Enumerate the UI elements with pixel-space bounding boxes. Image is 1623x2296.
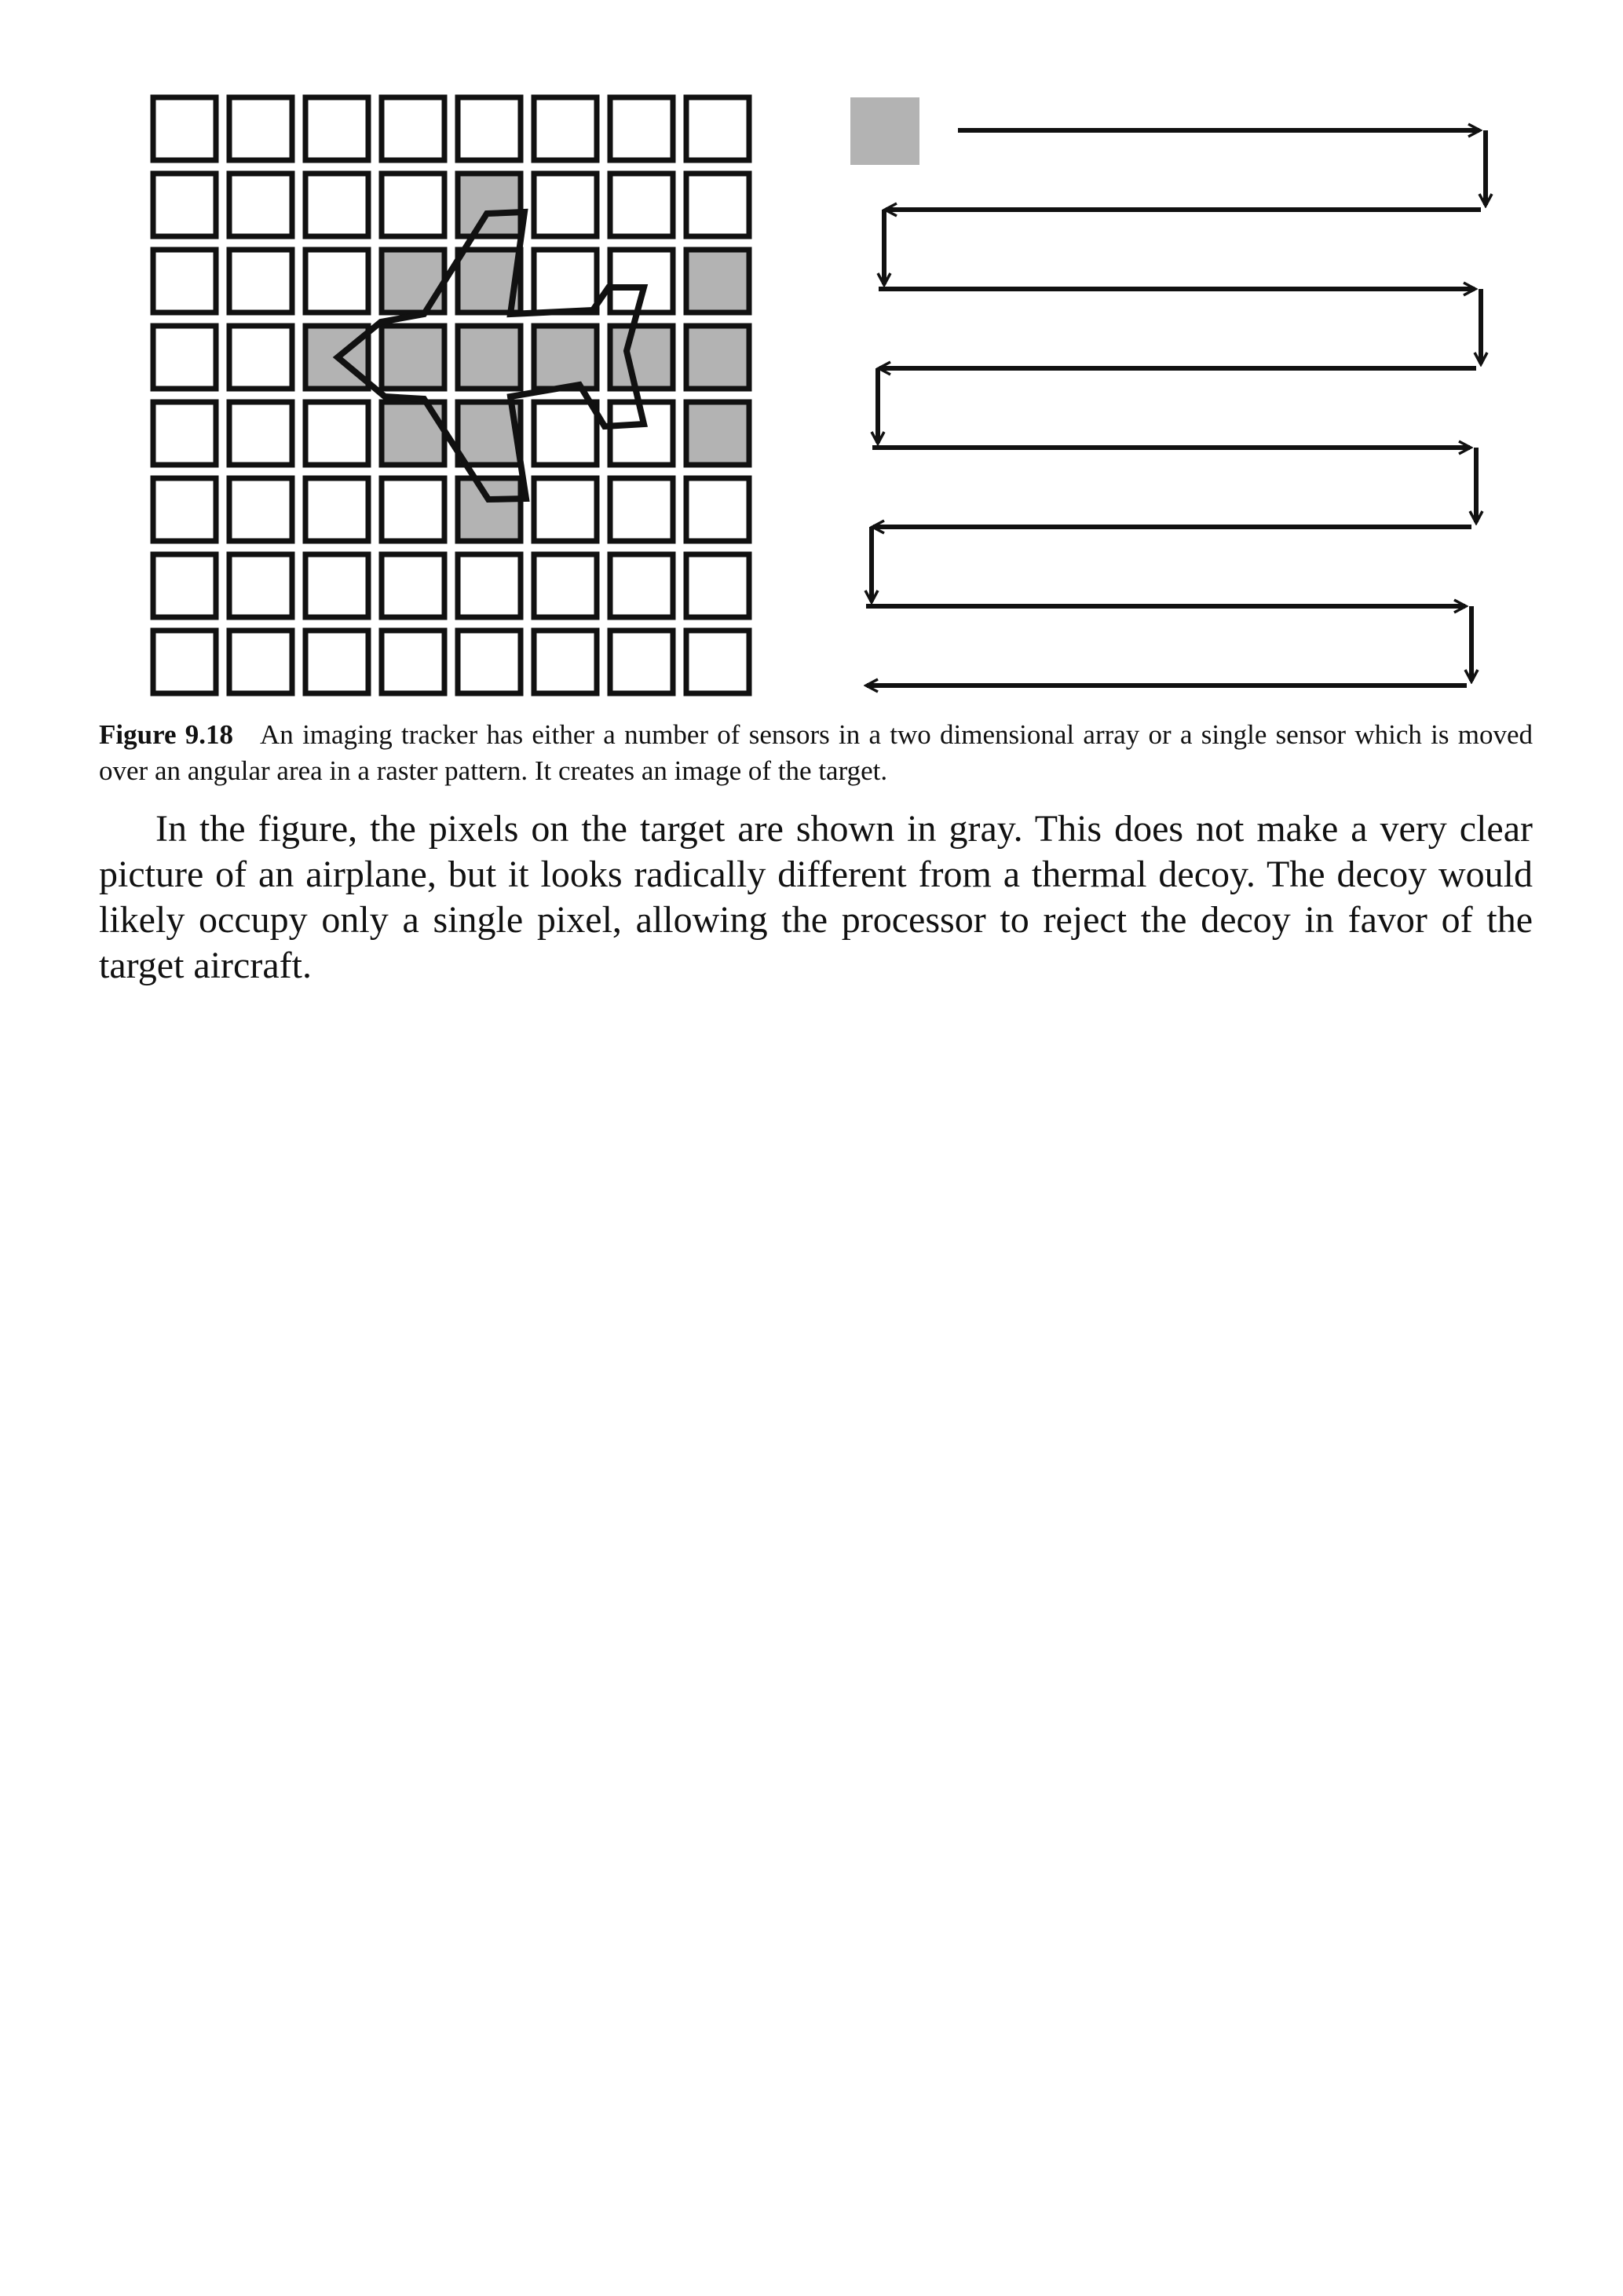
sensor-pixel xyxy=(534,174,597,236)
sensor-pixel xyxy=(382,97,444,160)
sensor-pixel xyxy=(305,631,368,693)
sensor-pixel xyxy=(305,174,368,236)
sensor-pixel xyxy=(610,631,673,693)
sensor-pixel xyxy=(686,97,749,160)
sensor-pixel xyxy=(305,250,368,313)
sensor-pixel xyxy=(610,478,673,541)
sensor-pixel xyxy=(153,174,216,236)
sensor-pixel xyxy=(382,554,444,617)
figure-9-18 xyxy=(0,0,1623,707)
sensor-pixel xyxy=(382,174,444,236)
figure-caption-text: An imaging tracker has either a number of sensors in a two dimensional array or a single sensor which is moved over an angular area in a raster pattern. It creates an image of the target. xyxy=(99,719,1533,786)
sensor-pixel xyxy=(229,97,292,160)
sensor-array-grid xyxy=(153,97,749,693)
sensor-pixel xyxy=(229,478,292,541)
sensor-pixel xyxy=(153,631,216,693)
sensor-pixel xyxy=(229,554,292,617)
sensor-pixel xyxy=(534,97,597,160)
sensor-pixel xyxy=(382,478,444,541)
body-paragraph: In the figure, the pixels on the target are shown in gray. This does not make a very clear picture of an airplane, but it looks radically different from a thermal decoy. The decoy would likely occupy only a single pixel, allowing the processor to reject the decoy in favor of the target aircraft. xyxy=(99,808,1533,986)
sensor-pixel-on-target xyxy=(382,250,444,313)
sensor-pixel xyxy=(229,402,292,465)
sensor-pixel-on-target xyxy=(458,326,521,389)
figure-caption xyxy=(99,717,1533,789)
sensor-pixel-on-target xyxy=(458,174,521,236)
sensor-pixel xyxy=(153,326,216,389)
sensor-pixel-on-target xyxy=(686,250,749,313)
sensor-pixel xyxy=(686,174,749,236)
sensor-pixel xyxy=(153,554,216,617)
sensor-pixel xyxy=(458,97,521,160)
sensor-pixel xyxy=(610,554,673,617)
sensor-pixel xyxy=(686,478,749,541)
sensor-pixel xyxy=(610,97,673,160)
sensor-pixel-on-target xyxy=(458,478,521,541)
sensor-pixel-on-target xyxy=(382,326,444,389)
sensor-pixel xyxy=(534,631,597,693)
sensor-pixel xyxy=(534,554,597,617)
sensor-pixel-on-target xyxy=(686,402,749,465)
sensor-pixel xyxy=(305,478,368,541)
raster-scan-path xyxy=(866,130,1486,686)
sensor-pixel xyxy=(458,631,521,693)
sensor-pixel xyxy=(153,97,216,160)
sensor-pixel xyxy=(305,97,368,160)
sensor-pixel-on-target xyxy=(686,326,749,389)
sensor-pixel xyxy=(686,631,749,693)
body-paragraph-wrap xyxy=(99,806,1533,989)
sensor-pixel xyxy=(229,250,292,313)
sensor-pixel xyxy=(458,554,521,617)
sensor-pixel xyxy=(610,174,673,236)
figure-label: Figure 9.18 xyxy=(99,719,234,750)
sensor-pixel xyxy=(534,402,597,465)
sensor-pixel-on-target xyxy=(534,326,597,389)
sensor-pixel xyxy=(305,554,368,617)
sensor-pixel xyxy=(153,478,216,541)
sensor-pixel xyxy=(229,326,292,389)
sensor-pixel xyxy=(534,250,597,313)
sensor-pixel xyxy=(153,402,216,465)
sensor-pixel xyxy=(229,631,292,693)
sensor-pixel xyxy=(534,478,597,541)
sensor-pixel xyxy=(686,554,749,617)
sensor-pixel xyxy=(382,631,444,693)
sensor-pixel-on-target xyxy=(610,326,673,389)
sensor-pixel xyxy=(229,174,292,236)
sensor-pixel xyxy=(153,250,216,313)
single-sensor-square xyxy=(850,97,919,165)
sensor-pixel xyxy=(305,402,368,465)
